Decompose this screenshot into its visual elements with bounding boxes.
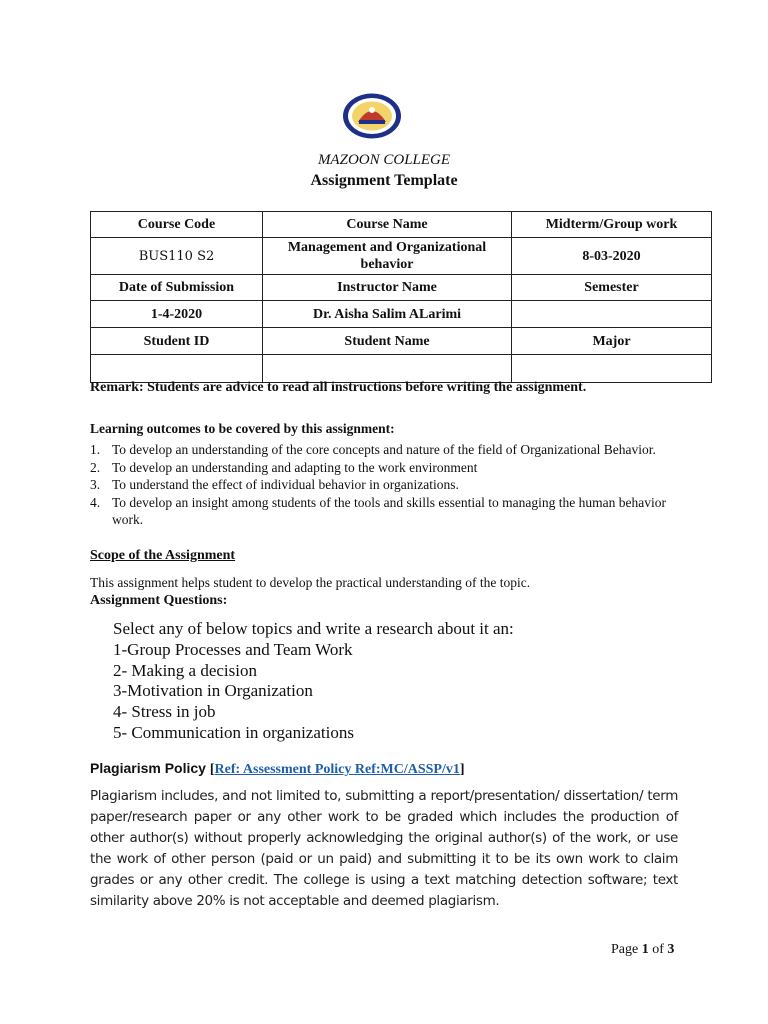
- major-header: Major: [512, 328, 712, 355]
- list-number: 4.: [90, 494, 101, 510]
- list-item-text: To understand the effect of individual behavior in organizations.: [112, 477, 459, 492]
- instructor-name-value: Dr. Aisha Salim ALarimi: [263, 301, 512, 328]
- remark-text: Remark: Students are advice to read all instructions before writing the assignment.: [90, 380, 587, 395]
- page-number: 1: [641, 942, 649, 957]
- course-code-value: BUS110 S2: [91, 238, 263, 275]
- scope-text: This assignment helps student to develop the practical understanding of the topic.: [90, 575, 531, 590]
- list-item: [90, 494, 700, 529]
- list-item: 4- Stress in job: [113, 702, 216, 722]
- submission-date-value: 1-4-2020: [91, 301, 263, 328]
- list-item: 5- Communication in organizations: [113, 722, 354, 742]
- list-number: 3.: [90, 477, 101, 492]
- table-row: [91, 301, 712, 328]
- list-item-text: To develop an insight among students of the tools and skills essential to managing the human behavior work.: [112, 494, 666, 527]
- list-item: [90, 441, 700, 459]
- assignment-topics-list: [113, 619, 514, 744]
- semester-value[interactable]: [512, 301, 712, 328]
- semester-header: Semester: [512, 275, 712, 301]
- page-total: 3: [667, 942, 675, 957]
- bracket-close: ]: [459, 762, 465, 777]
- college-seal-logo: [341, 92, 403, 140]
- assignment-questions-heading: Assignment Questions:: [90, 593, 228, 608]
- list-item: [90, 459, 700, 477]
- major-value[interactable]: [512, 355, 712, 383]
- course-info-table: [90, 211, 712, 383]
- document-title: Assignment Template: [310, 172, 458, 189]
- table-row: [91, 238, 712, 275]
- list-number: 1.: [90, 442, 101, 457]
- of-word: of: [652, 942, 664, 957]
- topics-intro: Select any of below topics and write a research about it an:: [113, 619, 514, 638]
- midterm-group-work-header: Midterm/Group work: [512, 212, 712, 238]
- list-number: 2.: [90, 459, 101, 475]
- plagiarism-text: Plagiarism includes, and not limited to, submitting a report/presentation/ dissertation/ term paper/research paper or any other work to be graded which includes the production of other author(s) without properly acknowledging the original author(s) of the work, or use the work of other person (paid or un paid) and submitting it to be its own work to claim grades or any other credit. The college is using a text matching detection software; text similarity above 20% is not acceptable and deemed plagiarism.: [90, 788, 678, 909]
- page-word: Page: [611, 942, 639, 957]
- list-item: [90, 476, 700, 494]
- table-row: [91, 212, 712, 238]
- list-item-text: To develop an understanding of the core concepts and nature of the field of Organizational Behavior.: [112, 442, 656, 457]
- assessment-policy-link[interactable]: Ref: Assessment Policy Ref:MC/ASSP/v1: [214, 762, 460, 777]
- list-item: 2- Making a decision: [113, 660, 257, 680]
- table-row: [91, 355, 712, 383]
- learning-outcomes-heading: Learning outcomes to be covered by this assignment:: [90, 421, 395, 436]
- course-name-header: Course Name: [263, 212, 512, 238]
- list-item: 3-Motivation in Organization: [113, 681, 313, 701]
- midterm-date-value: 8-03-2020: [512, 238, 712, 275]
- plagiarism-heading: [90, 760, 465, 778]
- learning-outcomes-list: [90, 441, 700, 529]
- college-name: MAZOON COLLEGE: [317, 152, 451, 168]
- scope-heading: Scope of the Assignment: [90, 548, 236, 563]
- table-row: [91, 275, 712, 301]
- student-name-value[interactable]: [263, 355, 512, 383]
- course-code-header: Course Code: [91, 212, 263, 238]
- course-name-value: Management and Organizational behavior: [263, 238, 512, 275]
- page-footer: [611, 942, 674, 958]
- date-of-submission-header: Date of Submission: [91, 275, 263, 301]
- table-row: [91, 328, 712, 355]
- instructor-name-header: Instructor Name: [263, 275, 512, 301]
- list-item: 1-Group Processes and Team Work: [113, 639, 353, 659]
- list-item-text: To develop an understanding and adapting to the work environment: [112, 459, 478, 475]
- student-name-header: Student Name: [263, 328, 512, 355]
- student-id-value[interactable]: [91, 355, 263, 383]
- plagiarism-title: Plagiarism Policy: [90, 760, 206, 776]
- student-id-header: Student ID: [91, 328, 263, 355]
- bracket-open: [: [209, 762, 215, 777]
